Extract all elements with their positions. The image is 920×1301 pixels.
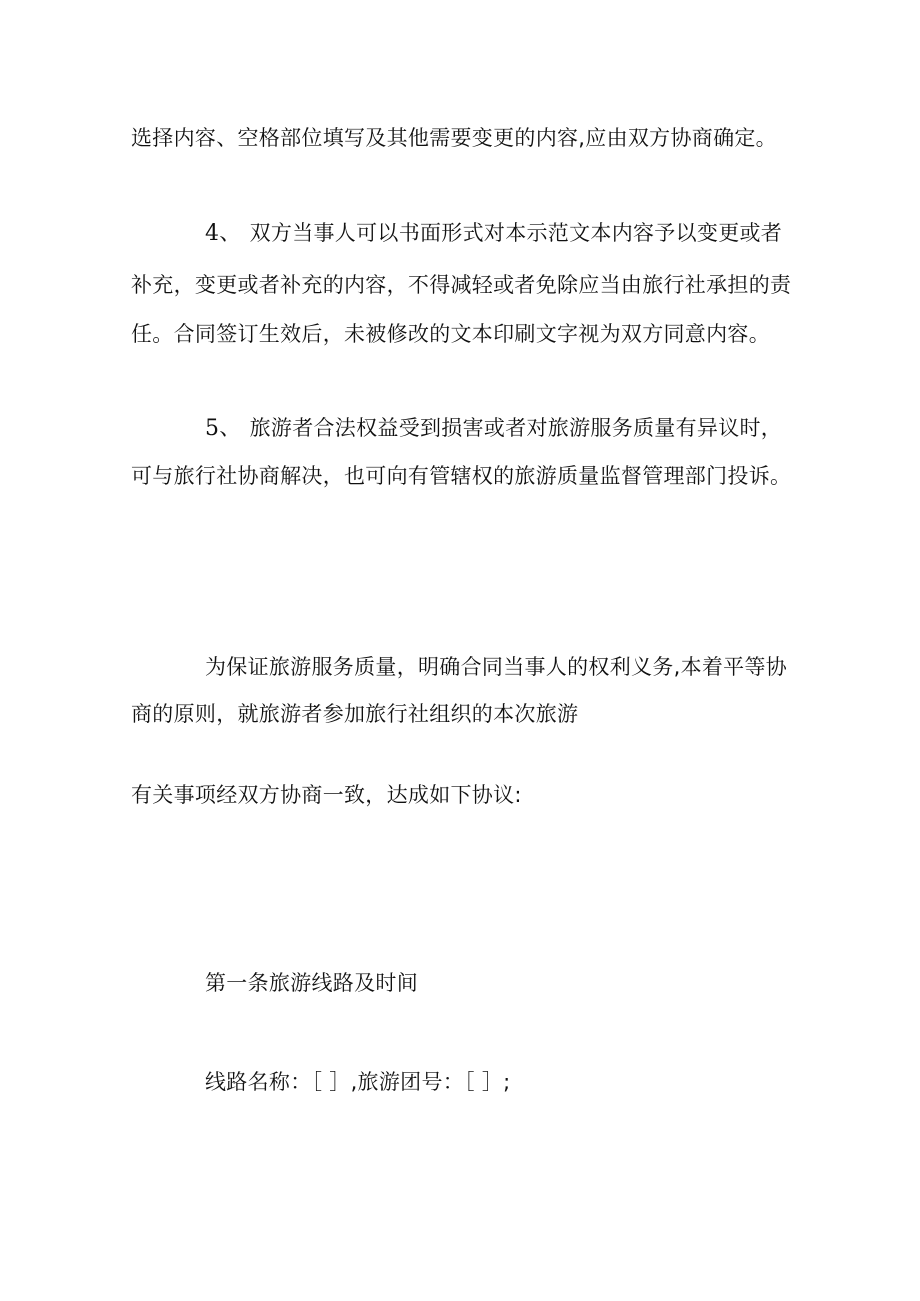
item-4-line-3: 任。合同签订生效后，未被修改的文本印刷文字视为双方同意内容。 <box>131 322 770 346</box>
preamble-line-1: 为保证旅游服务质量，明确合同当事人的权利义务,本着平等协 <box>205 655 788 679</box>
item-4-line-1 <box>205 219 782 248</box>
preamble-line-3: 有关事项经双方协商一致，达成如下协议: <box>131 783 522 807</box>
item-number: 5、 <box>205 416 242 441</box>
item-5-line-1 <box>205 414 782 443</box>
item-number: 4、 <box>205 221 242 246</box>
item-text: 双方当事人可以书面形式对本示范文本内容予以变更或者 <box>249 221 783 245</box>
article-1-heading: 第一条旅游线路及时间 <box>205 971 418 995</box>
item-text: 旅游者合法权益受到损害或者对旅游服务质量有异议时， <box>249 416 783 440</box>
item-5-line-2: 可与旅行社协商解决，也可向有管辖权的旅游质量监督管理部门投诉。 <box>131 464 792 488</box>
item-4-line-2: 补充，变更或者补充的内容，不得减轻或者免除应当由旅行社承担的责 <box>131 273 792 297</box>
route-name-line: 线路名称：［ ］,旅游团号：［ ］; <box>205 1070 511 1094</box>
preamble-line-2: 商的原则，就旅游者参加旅行社组织的本次旅游 <box>131 702 579 726</box>
paragraph-line: 选择内容、空格部位填写及其他需要变更的内容,应由双方协商确定。 <box>131 126 777 150</box>
